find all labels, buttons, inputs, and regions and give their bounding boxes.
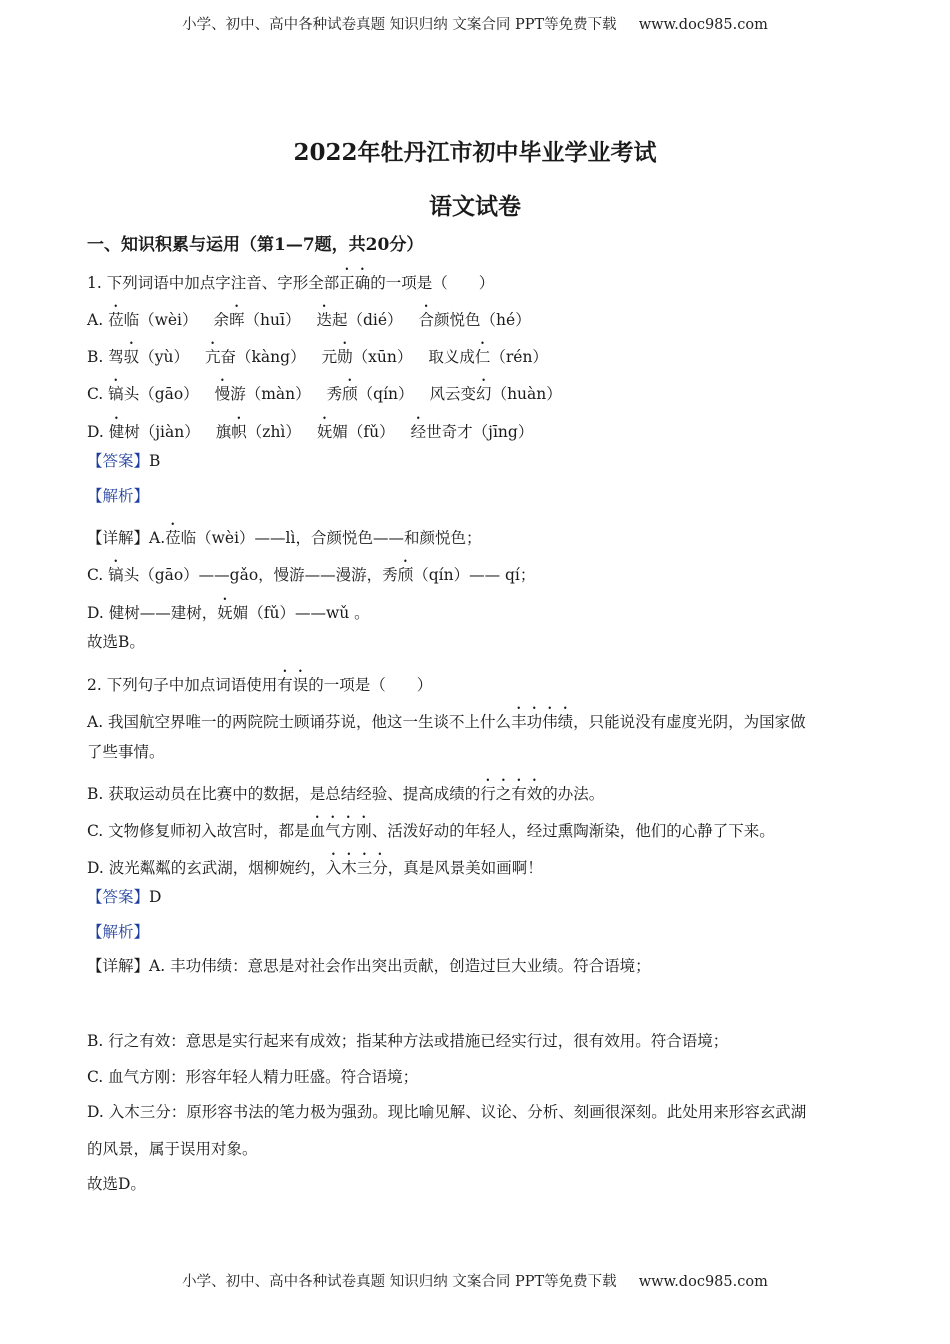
- q1-option-a: A. 莅临（wèi） 余晖（huī） 迭起（dié） 合颜悦色（hé）: [87, 311, 531, 329]
- q2-conclusion: 故选D。: [87, 1175, 146, 1193]
- q2-stem: 2. 下列句子中加点词语使用有误的一项是（ ）: [87, 676, 433, 694]
- q2-option-a-cont: 了些事情。: [87, 743, 165, 761]
- exam-title: 2022年牡丹江市初中毕业学业考试: [293, 139, 657, 166]
- q1-analysis-tag: 【解析】: [87, 487, 150, 505]
- q2-explanation-a: 【详解】A. 丰功伟绩：意思是对社会作出突出贡献，创造过巨大业绩。符合语境；: [87, 957, 651, 975]
- page-footer: [0, 1270, 950, 1291]
- q1-answer: 【答案】B: [87, 452, 161, 470]
- header-text: 小学、初中、高中各种试卷真题 知识归纳 文案合同 PPT等免费下载: [182, 17, 617, 33]
- q2-explanation-d-cont: 的风景，属于误用对象。: [87, 1140, 258, 1158]
- q1-detail-2: C. 镐头（gāo）——gǎo，慢游——漫游，秀颀（qín）—— qí；: [87, 566, 536, 584]
- q1-option-b: B. 驾驭（yù） 亢奋（kàng） 元勋（xūn） 取义成仁（rén）: [87, 348, 548, 366]
- q2-explanation-d: D. 入木三分：原形容书法的笔力极为强劲。现比喻见解、议论、分析、刻画很深刻。此处用来形容玄武湖: [87, 1103, 807, 1121]
- q2-option-b: B. 获取运动员在比赛中的数据，是总结经验、提高成绩的行之有效的办法。: [87, 785, 605, 803]
- exam-subtitle: 语文试卷: [429, 193, 521, 220]
- q2-answer: 【答案】D: [87, 888, 162, 906]
- q2-explanation-c: C. 血气方刚：形容年轻人精力旺盛。符合语境；: [87, 1068, 419, 1086]
- q2-option-a: A. 我国航空界唯一的两院院士顾诵芬说，他这一生谈不上什么丰功伟绩，只能说没有虚度光阴，为国家做: [87, 713, 806, 731]
- q1-conclusion: 故选B。: [87, 633, 145, 651]
- q1-option-c: C. 镐头（gāo） 慢游（màn） 秀颀（qín） 风云变幻（huàn）: [87, 385, 562, 403]
- footer-site-link[interactable]: www.doc985.com: [638, 1274, 768, 1290]
- q1-detail-3: D. 健树——建树，妩媚（fǔ）——wǔ 。: [87, 604, 370, 622]
- q1-stem: 1. 下列词语中加点字注音、字形全部正确的一项是（ ）: [87, 274, 495, 292]
- q1-detail-1: 【详解】A.莅临（wèi）——lì，合颜悦色——和颜悦色；: [87, 529, 482, 547]
- header-site-link[interactable]: www.doc985.com: [638, 17, 768, 33]
- footer-text: 小学、初中、高中各种试卷真题 知识归纳 文案合同 PPT等免费下载: [182, 1274, 617, 1290]
- q2-option-d: D. 波光粼粼的玄武湖，烟柳婉约，入木三分，真是风景美如画啊！: [87, 859, 543, 877]
- q1-option-d: D. 健树（jiàn） 旗帜（zhì） 妩媚（fǔ） 经世奇才（jīng）: [87, 423, 534, 441]
- q2-analysis-tag: 【解析】: [87, 923, 150, 941]
- page-header: [0, 13, 950, 34]
- q2-explanation-b: B. 行之有效：意思是实行起来有成效；指某种方法或措施已经实行过，很有效用。符合语境；: [87, 1032, 729, 1050]
- section-heading: 一、知识积累与运用（第1—7题，共20分）: [87, 235, 424, 255]
- q2-option-c: C. 文物修复师初入故宫时，都是血气方刚、活泼好动的年轻人，经过熏陶渐染，他们的心静了下来。: [87, 822, 775, 840]
- answer-tag: 【答案】: [87, 452, 150, 470]
